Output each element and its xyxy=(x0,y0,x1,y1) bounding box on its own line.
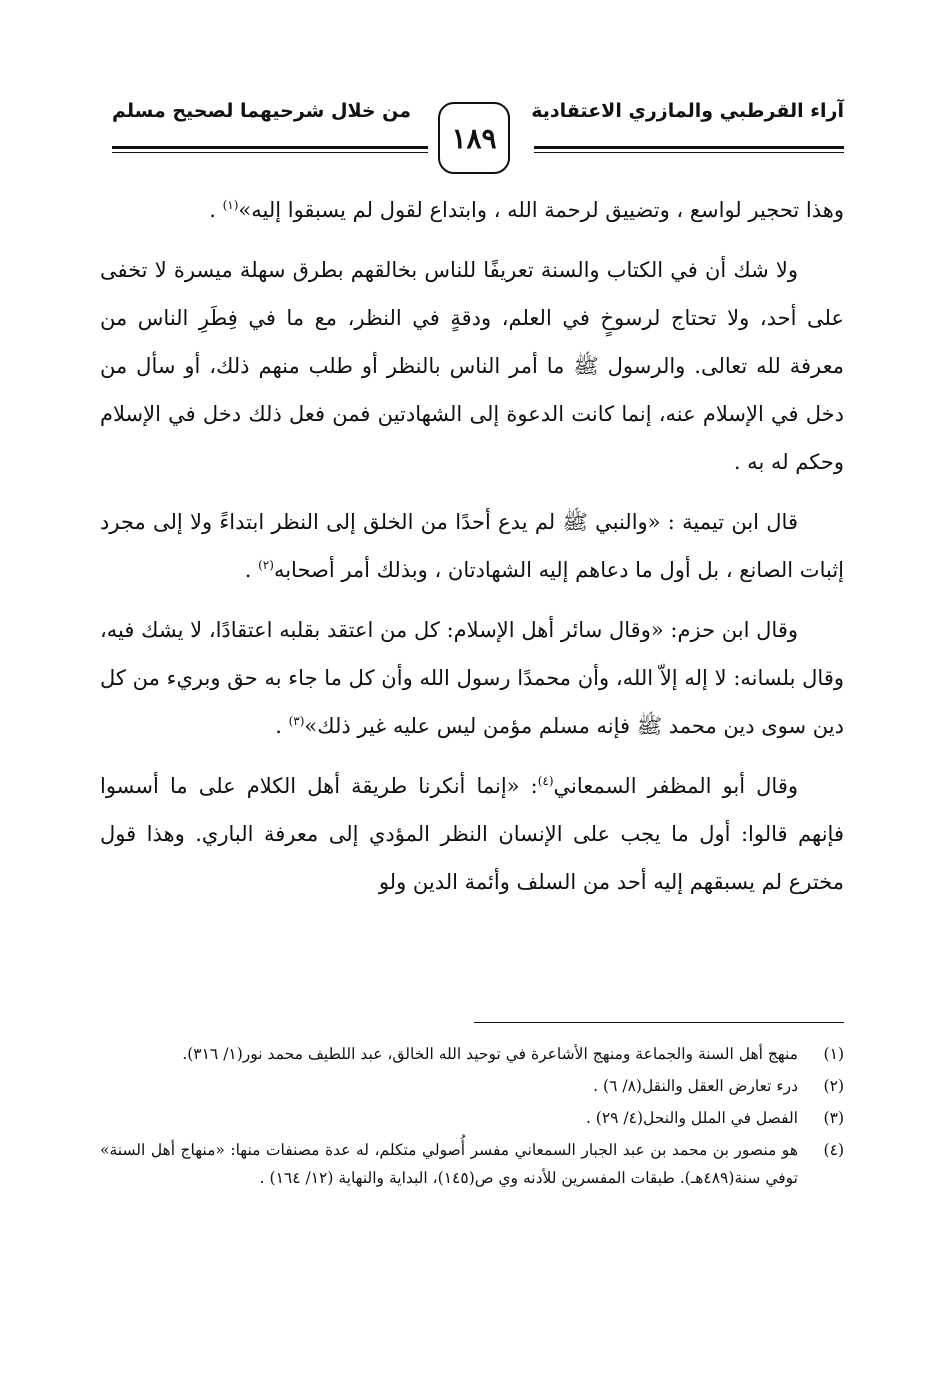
footnote-3 xyxy=(100,1104,844,1132)
paragraph-4-text: وقال ابن حزم: «وقال سائر أهل الإسلام: كل من اعتقد بقلبه اعتقادًا، لا يشك فيه، وقال بلسانه: لا إله إلاّ الله، وأن محمدًا رسول الله وأن كل ما جاء به حق وبريء من كل دين سوى دين محمد ﷺ فإنه مسلم مؤمن ليس عليه غير ذلك» xyxy=(100,618,844,738)
footnote-text: هو منصور بن محمد بن عبد الجبار السمعاني مفسر أُصولي متكلم، له عدة مصنفات منها: «منهاج أهل السنة» توفي سنة(٤٨٩هـ). طبقات المفسرين للأدنه وي ص(١٤٥)، البداية والنهاية (١٢/ ١٦٤) . xyxy=(100,1141,798,1187)
running-title-left: من خلال شرحيهما لصحيح مسلم xyxy=(112,100,412,122)
paragraph-4 xyxy=(100,606,844,750)
header-rule-right xyxy=(534,146,844,149)
page-number: ١٨٩ xyxy=(438,102,510,174)
footnote-ref-3: (٣) xyxy=(288,714,305,728)
paragraph-4-tail: . xyxy=(275,714,289,738)
paragraph-5-text: : «إنما أنكرنا طريقة أهل الكلام على ما أسسوا فإنهم قالوا: أول ما يجب على الإنسان النظر المؤدي إلى معرفة الباري. وهذا قول مخترع لم يسبقهم إليه أحد من السلف وأئمة الدين ولو xyxy=(100,774,844,894)
footnote-text: منهج أهل السنة والجماعة ومنهج الأشاعرة في توحيد الله الخالق، عبد اللطيف محمد نور(١/ ٣١٦). xyxy=(182,1045,798,1063)
footnotes xyxy=(100,1040,844,1196)
paragraph-1-text: وهذا تحجير لواسع ، وتضييق لرحمة الله ، وابتداع لقول لم يسبقوا إليه» xyxy=(238,198,844,222)
footnote-2 xyxy=(100,1072,844,1100)
main-text xyxy=(100,186,844,918)
paragraph-3-text: قال ابن تيمية : «والنبي ﷺ لم يدع أحدًا من الخلق إلى النظر ابتداءً ولا إلى مجرد إثبات الصانع ، بل أول ما دعاهم إليه الشهادتان ، وبذلك أمر أصحابه xyxy=(100,510,844,582)
paragraph-3 xyxy=(100,498,844,594)
running-title-right: آراء القرطبي والمازري الاعتقادية xyxy=(531,100,844,122)
footnote-number: (٢) xyxy=(823,1077,844,1095)
footnote-4 xyxy=(100,1136,844,1192)
page-header xyxy=(112,92,844,182)
paragraph-2: ولا شك أن في الكتاب والسنة تعريفًا للناس بخالقهم بطرق سهلة ميسرة لا تخفى على أحد، ولا تحتاج لرسوخٍ في العلم، ودقةٍ في النظر، مع ما في فِطَرِ الناس من معرفة لله تعالى. والرسول ﷺ ما أمر الناس بالنظر أو طلب منهم ذلك، أو سأل من دخل في الإسلام عنه، إنما كانت الدعوة إلى الشهادتين فمن فعل ذلك دخل في الإسلام وحكم له به . xyxy=(100,258,844,474)
paragraph-1-tail: . xyxy=(209,198,223,222)
footnote-text: درء تعارض العقل والنقل(٨/ ٦) . xyxy=(593,1077,798,1095)
footnote-1 xyxy=(100,1040,844,1068)
header-rule-left-thin xyxy=(112,152,428,153)
footnote-number: (١) xyxy=(823,1045,844,1063)
footnote-text: الفصل في الملل والنحل(٤/ ٢٩) . xyxy=(585,1109,798,1127)
footnote-ref-4: (٤) xyxy=(537,774,554,788)
footnote-number: (٣) xyxy=(823,1109,844,1127)
paragraph-3-tail: . xyxy=(244,558,259,582)
footnote-ref-1: (١) xyxy=(222,198,239,212)
paragraph-5-lead: وقال أبو المظفر السمعاني xyxy=(553,774,798,798)
footnote-separator xyxy=(474,1022,844,1023)
paragraph-5 xyxy=(100,762,844,906)
header-rule-right-thin xyxy=(534,152,844,153)
footnote-ref-2: (٢) xyxy=(258,558,274,572)
footnote-number: (٤) xyxy=(823,1141,844,1159)
paragraph-1 xyxy=(100,186,844,234)
header-rule-left xyxy=(112,146,428,149)
